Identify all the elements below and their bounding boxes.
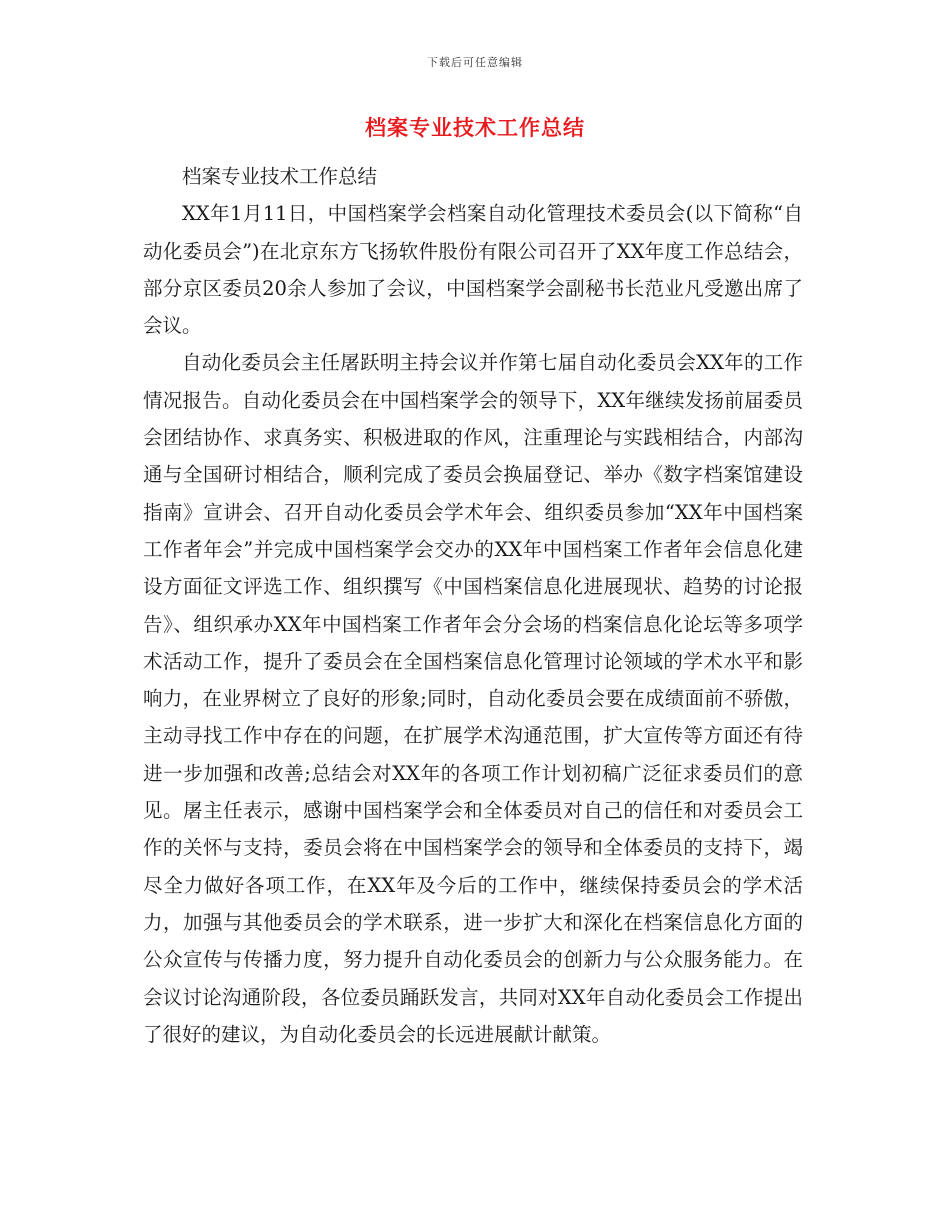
paragraph-report: 自动化委员会主任屠跃明主持会议并作第七届自动化委员会XX年的工作情况报告。自动化委员会在中国档案学会的领导下，XX年继续发扬前届委员会团结协作、求真务实、积极进取的作风，注重理论与实践相结合，内部沟通与全国研讨相结合，顺利完成了委员会换届登记、举办《数字档案馆建设指南》宣讲会、召开自动化委员会学术年会、组织委员参加“XX年中国档案工作者年会”并完成中国档案学会交办的XX年中国档案工作者年会信息化建设方面征文评选工作、组织撰写《中国档案信息化进展现状、趋势的讨论报告》、组织承办XX年中国档案工作者年会分会场的档案信息化论坛等多项学术活动工作，提升了委员会在全国档案信息化管理讨论领域的学术水平和影响力，在业界树立了良好的形象;同时，自动化委员会要在成绩面前不骄傲，主动寻找工作中存在的问题，在扩展学术沟通范围，扩大宣传等方面还有待进一步加强和改善;总结会对XX年的各项工作计划初稿广泛征求委员们的意见。屠主任表示，感谢中国档案学会和全体委员对自己的信任和对委员会工作的关怀与支持，委员会将在中国档案学会的领导和全体委员的支持下，竭尽全力做好各项工作，在XX年及今后的工作中，继续保持委员会的学术活力，加强与其他委员会的学术联系，进一步扩大和深化在档案信息化方面的公众宣传与传播力度，努力提升自动化委员会的创新力与公众服务能力。在会议讨论沟通阶段，各位委员踊跃发言，共同对XX年自动化委员会工作提出了很好的建议，为自动化委员会的长远进展献计献策。 bbox=[143, 351, 803, 1046]
document-title: 档案专业技术工作总结 bbox=[365, 115, 585, 140]
paragraph-subtitle: 档案专业技术工作总结 bbox=[182, 165, 378, 188]
paragraph-intro: XX年1月11日，中国档案学会档案自动化管理技术委员会(以下简称“自动化委员会”)在北京东方飞扬软件股份有限公司召开了XX年度工作总结会，部分京区委员20余人参加了会议，中国档案学会副秘书长范业凡受邀出席了会议。 bbox=[143, 202, 803, 338]
document-body bbox=[143, 158, 803, 1053]
header-note: 下载后可任意编辑 bbox=[427, 56, 523, 69]
